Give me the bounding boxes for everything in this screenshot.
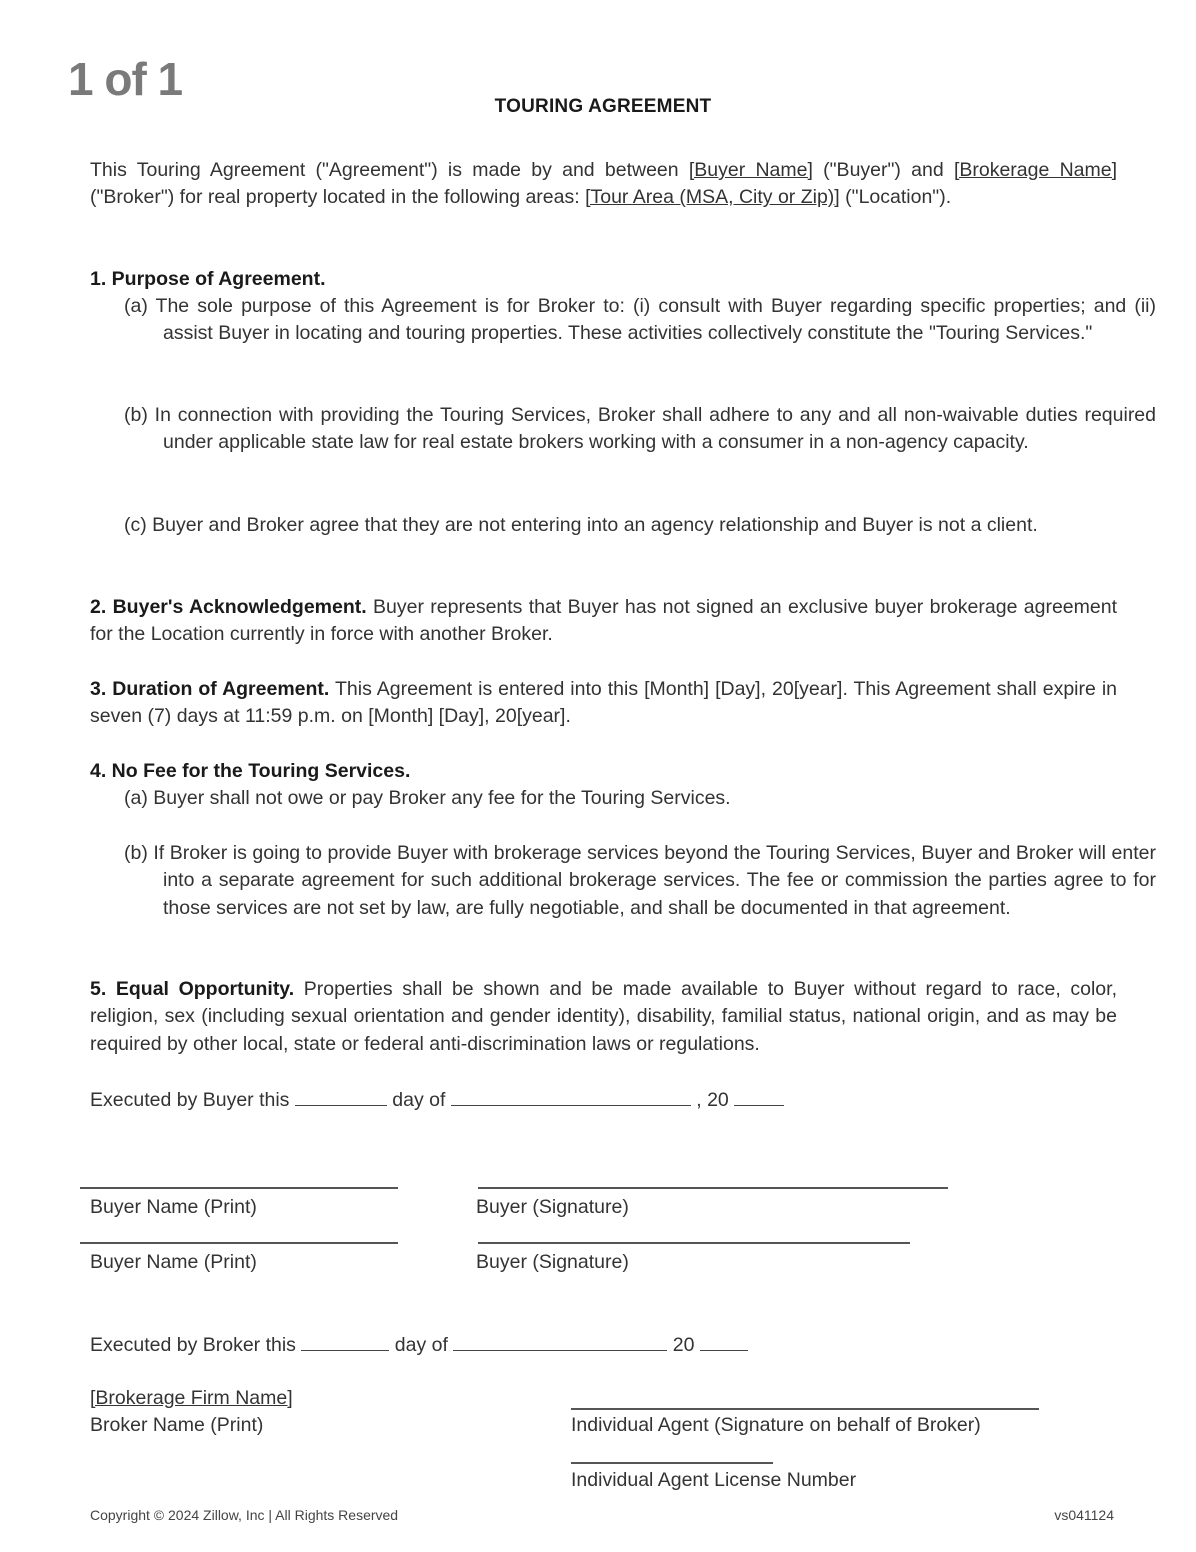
buyer-execution-line — [90, 1087, 784, 1112]
broker-exec-year-field[interactable] — [700, 1332, 748, 1351]
section-1c: (c) Buyer and Broker agree that they are not entering into an agency relationship and Buyer is not a client. — [124, 514, 1038, 536]
intro-text-1: This Touring Agreement ("Agreement") is made by and between — [90, 159, 689, 181]
section-2-body: Buyer represents that Buyer has not signed an exclusive buyer brokerage agreement for the Location currently in force with another Broker. — [90, 596, 1117, 646]
broker-exec-prefix: Executed by Broker this — [90, 1334, 302, 1356]
section-3 — [90, 676, 1117, 731]
version-code: vs041124 — [1054, 1507, 1114, 1523]
buyer-exec-year-prefix: , 20 — [690, 1089, 735, 1111]
intro-text-4: ("Location"). — [839, 186, 952, 209]
buyer-exec-year-field[interactable] — [734, 1087, 784, 1106]
section-4b: (b) If Broker is going to provide Buyer with brokerage services beyond the Touring Services, Buyer and Broker will enter into a separate agreement for such additional brokerage services. The fee or commission the parties agree to for those services are not set by law, are fully negotiable, and shall be documented in that agreement. — [124, 842, 1156, 919]
intro-text-3: ("Broker") for real property located in the following areas: — [90, 186, 586, 209]
copyright-notice: Copyright © 2024 Zillow, Inc | All Rights Reserved — [90, 1507, 399, 1523]
broker-exec-day-field[interactable] — [301, 1332, 389, 1351]
section-5-body: Properties shall be shown and be made available to Buyer without regard to race, color, religion, sex (including sexual orientation and gender identity), disability, familial status, national origin, and as may be required by other local, state or federal anti-discrimination laws or regulations. — [90, 978, 1117, 1055]
section-2 — [90, 594, 1117, 649]
broker-exec-year-prefix: 20 — [667, 1334, 700, 1356]
section-5 — [90, 976, 1117, 1058]
section-4-heading: 4. No Fee for the Touring Services. — [90, 760, 411, 782]
intro-paragraph — [90, 157, 1117, 212]
buyer-2-signature-label: Buyer (Signature) — [476, 1251, 629, 1273]
intro-text-2: ("Buyer") and — [812, 159, 954, 181]
tour-area-field[interactable]: [Tour Area (MSA, City or Zip)] — [585, 186, 840, 209]
page-counter: 1 of 1 — [68, 53, 183, 105]
broker-exec-month-field[interactable] — [453, 1332, 667, 1351]
section-3-body: This Agreement is entered into this [Month] [Day], 20[year]. This Agreement shall expire in seven (7) days at 11:59 p.m. on [Month] [Day], 20[year]. — [90, 678, 1118, 728]
brokerage-name-field[interactable]: [Brokerage Name] — [953, 159, 1117, 181]
broker-name-label: Broker Name (Print) — [90, 1414, 264, 1436]
buyer-1-signature-line[interactable] — [478, 1187, 948, 1189]
section-3-heading: 3. Duration of Agreement. — [90, 678, 330, 700]
buyer-2-signature-line[interactable] — [478, 1242, 910, 1244]
section-1-heading: 1. Purpose of Agreement. — [90, 268, 326, 290]
buyer-2-name-label: Buyer Name (Print) — [90, 1251, 257, 1273]
buyer-1-name-label: Buyer Name (Print) — [90, 1196, 257, 1218]
agent-license-label: Individual Agent License Number — [571, 1469, 857, 1491]
section-5-heading: 5. Equal Opportunity. — [90, 978, 295, 1000]
buyer-exec-day-field[interactable] — [295, 1087, 387, 1106]
buyer-name-field[interactable]: [Buyer Name] — [688, 159, 813, 181]
buyer-exec-month-field[interactable] — [451, 1087, 691, 1106]
section-2-heading: 2. Buyer's Acknowledgement. — [90, 596, 367, 618]
agent-license-line[interactable] — [571, 1462, 773, 1464]
buyer-1-name-line[interactable] — [80, 1187, 398, 1189]
section-4a: (a) Buyer shall not owe or pay Broker any fee for the Touring Services. — [124, 787, 731, 809]
buyer-2-name-line[interactable] — [80, 1242, 398, 1244]
broker-execution-line — [90, 1332, 748, 1357]
document-title: TOURING AGREEMENT — [494, 96, 712, 117]
buyer-1-signature-label: Buyer (Signature) — [476, 1196, 629, 1218]
buyer-exec-prefix: Executed by Buyer this — [90, 1089, 295, 1111]
broker-exec-day-of: day of — [389, 1334, 454, 1356]
agent-signature-label: Individual Agent (Signature on behalf of Broker) — [571, 1414, 981, 1436]
buyer-exec-day-of: day of — [386, 1089, 451, 1111]
brokerage-firm-name-field[interactable]: [Brokerage Firm Name] — [90, 1387, 293, 1409]
section-1b: (b) In connection with providing the Touring Services, Broker shall adhere to any and all non-waivable duties required under applicable state law for real estate brokers working with a consumer in a non-agency capacity. — [124, 404, 1156, 454]
agent-signature-line[interactable] — [571, 1408, 1039, 1410]
section-1a: (a) The sole purpose of this Agreement is for Broker to: (i) consult with Buyer regarding specific properties; and (ii) assist Buyer in locating and touring properties. These activities collectively constitute the "Touring Services." — [124, 295, 1156, 345]
